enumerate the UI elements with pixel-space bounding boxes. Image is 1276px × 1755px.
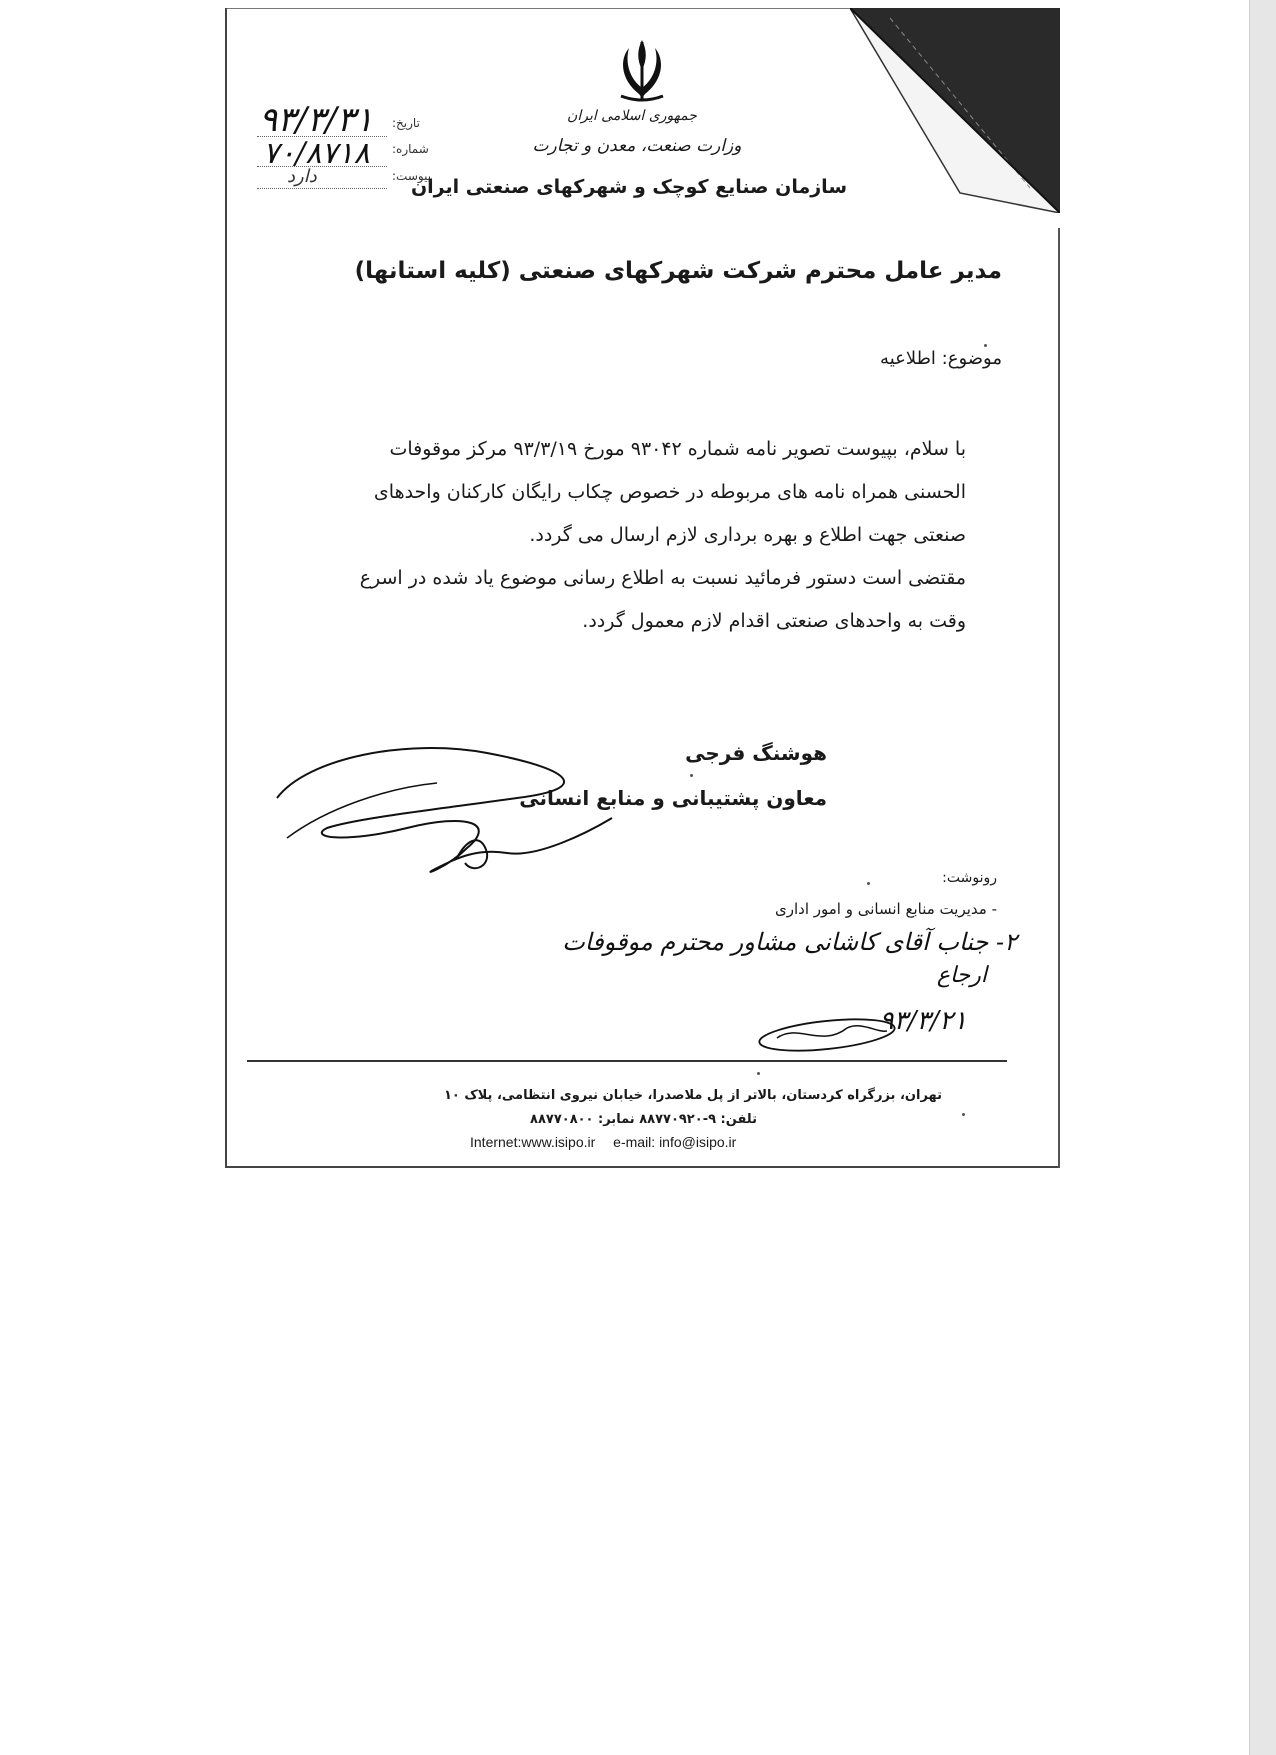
scanner-edge-strip: [1249, 0, 1276, 1755]
scan-speck: [867, 882, 870, 885]
cc-item-1: - مدیریت منابع انسانی و امور اداری: [775, 900, 997, 918]
footer-web: [470, 1134, 750, 1150]
attachment-value: دارد: [287, 166, 317, 187]
date-value: ۹۳/۳/۳۱: [259, 100, 374, 140]
scan-speck: [757, 1072, 760, 1075]
page-top-edge: [227, 8, 857, 9]
scan-speck: [690, 774, 693, 777]
number-underline: [257, 166, 387, 167]
cc-item-2-handwritten: ۲- جناب آقای کاشانی مشاور محترم موقوفات: [562, 928, 1017, 956]
organization-label: سازمان صنایع کوچک و شهرکهای صنعتی ایران: [410, 176, 847, 198]
footer-internet: Internet:www.isipo.ir: [470, 1134, 596, 1150]
attachment-underline: [257, 188, 387, 189]
referral-date: ۹۳/۳/۲۱: [879, 1006, 967, 1036]
number-label: شماره:: [392, 142, 429, 156]
scan-speck: [984, 344, 987, 347]
handwritten-signature: [267, 728, 627, 888]
referral-label: ارجاع: [936, 963, 987, 988]
scan-speck: [962, 1113, 965, 1116]
date-underline: [257, 136, 387, 137]
signer-title: معاون پشتیبانی و منابع انسانی: [519, 786, 827, 810]
signer-name: هوشنگ فرجی: [685, 741, 827, 765]
footer-email: e-mail: info@isipo.ir: [613, 1134, 737, 1150]
body-paragraph-1: با سلام، بپیوست تصویر نامه شماره ۹۳۰۴۲ مورخ ۹۳/۳/۱۹ مرکز موقوفات الحسنی همراه نامه های مربوطه در خصوص چکاب رایگان کارکنان واحدهای صنعتی جهت اطلاع و بهره برداری لازم ارسال می گردد.: [373, 438, 966, 546]
footer-address: تهران، بزرگراه کردستان، بالاتر از پل ملاصدرا، خیابان نیروی انتظامی، پلاک ۱۰: [443, 1088, 942, 1103]
letter-body: [327, 428, 1002, 643]
footer-phone: تلفن: ۹-۸۸۷۷۰۹۲۰ نمابر: ۸۸۷۷۰۸۰۰: [530, 1112, 757, 1127]
body-paragraph-2: مقتضی است دستور فرمائید نسبت به اطلاع رسانی موضوع یاد شده در اسرع وقت به واحدهای صنعتی اقدام لازم معمول گردد.: [359, 567, 966, 632]
subject-line: موضوع: اطلاعیه: [880, 348, 1002, 369]
cc-label: رونوشت:: [942, 870, 997, 886]
number-value: ۷۰/۸۷۱۸: [263, 136, 370, 171]
addressee: مدیر عامل محترم شرکت شهرکهای صنعتی (کلیه استانها): [354, 258, 1002, 284]
republic-label: جمهوری اسلامی ایران: [567, 108, 697, 124]
date-label: تاریخ:: [392, 116, 420, 130]
letter-page: [225, 8, 1060, 1168]
ministry-label: وزارت صنعت، معدن و تجارت: [532, 136, 742, 156]
page-right-edge: [1058, 228, 1060, 1168]
folded-corner: [850, 8, 1060, 213]
footer-divider: [247, 1060, 1007, 1062]
initials-scribble: [752, 1013, 902, 1058]
attachment-label: پیوست:: [392, 169, 432, 183]
iran-emblem-icon: [611, 36, 673, 104]
